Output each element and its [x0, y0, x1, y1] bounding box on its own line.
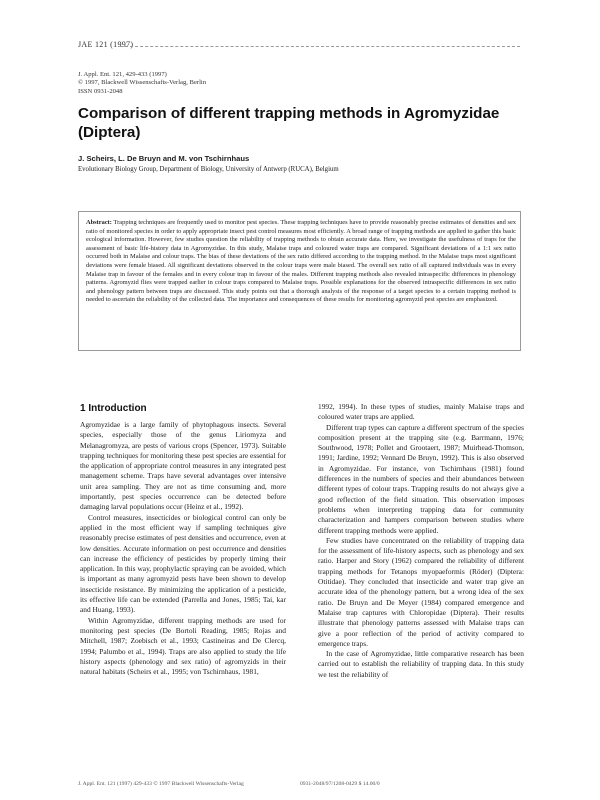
paragraph: Control measures, insecticides or biological control can only be applied in the most efficient way if sampling techniques give reasonably precise estimates of pest densities and occurrence, even at low densities. Accurate information on pest occurrence and densities can increase the efficiency of pesticides by properly timing their application. In this way, prophylactic spraying can be avoided, which is important as many agromyzid pests have been shown to develop insecticide resistance. By minimizing the application of a pesticide, its effective life can be extended (Parrella and Jones, 1985; Tai, kar and Huang, 1993).	[80, 512, 286, 615]
right-column	[318, 402, 524, 680]
paragraph: In the case of Agromyzidae, little comparative research has been carried out to establish the reliability of trapping data. In this study we test the reliability of	[318, 649, 524, 679]
paragraph: Agromyzidae is a large family of phytophagous insects. Several species, especially those of the genus Liriomyza and Melanagromyza, are pests of various crops (Spencer, 1973). Suitable trapping techniques for monitoring these pest species are essential for the application of appropriate control measures in any integrated pest management scheme. Traps have several advantages over intensive unit area sampling. They are not as time consuming and, more importantly, pest species occurrence can be detected before damaging larval populations occur (Heinz et al., 1992).	[80, 420, 286, 512]
affiliation: Evolutionary Biology Group, Department of Biology, University of Antwerp (RUCA), Belgium	[78, 166, 339, 173]
abstract-label: Abstract:	[86, 219, 112, 226]
abstract	[86, 219, 516, 305]
paragraph: Few studies have concentrated on the reliability of trapping data for the assessment of life-history aspects, such as phenology and sex ratio. Harper and Story (1962) compared the reliability of different trapping methods for Tetanops myopaeformis (Röder) (Diptera: Otitidae). They concluded that insecticide and water trap give an accurate idea of the phenology pattern, but a wrong idea of the sex ratio. De Bruyn and De Meyer (1984) compared emergence and Malaise trap captures with Chloropidae (Diptera). Their results illustrate that phenology patterns assessed with Malaise traps can give a poor reflection of the period of activity compared to emergence traps.	[318, 535, 524, 648]
paragraph: 1992, 1994). In these types of studies, mainly Malaise traps and coloured water traps are applied.	[318, 402, 524, 422]
section-heading: 1 Introduction	[80, 403, 147, 414]
meta-copyright: © 1997, Blackwell Wissenschafts-Verlag, Berlin	[78, 79, 207, 87]
meta-issn: ISSN 0931-2048	[78, 87, 123, 95]
abstract-text: Trapping techniques are frequently used to monitor pest species. These trapping techniques have to provide reasonably precise estimates of densities and sex ratio of monitored species in order to apply appropriate insect pest control measures most efficiently. A broad range of trapping methods are applied to gather this basic ecological information. However, few studies question the reliability of trapping methods to obtain accurate data. Here, we investigate the usefulness of traps for the assessment of basic life-history data in Agromyzidae. In this study, Malaise traps and coloured water traps are compared. Significant deviations of a 1:1 sex ratio occurred both in Malaise and colour traps. The bias of these deviations of the sex ratio differed according to the trapping method. In the Malaise traps most significant deviations were female biased. All significant deviations observed in the colour traps were male biased. The overall sex ratio of all captured individuals was in every Malaise trap in favour of the females and in every colour trap in favour of the males. Different trapping methods also revealed intraspecific differences in phenology patterns. Agromyzid flies were trapped earlier in colour traps compared to Malaise traps. Possible explanations for the observed intraspecific differences in sex ratio and phenology pattern between traps are discussed. This study points out that a thorough analysis of the response of a target species to a certain trapping method is needed to ascertain the reliability of the collected data. The importance and consequences of these results for monitoring agromyzid pest species are emphasized.	[86, 219, 516, 304]
footer-code: 0931-2048/97/1208-0429 $ 14.00/0	[300, 781, 380, 787]
publication-meta	[78, 71, 206, 96]
paper-title: Comparison of different trapping methods in Agromyzidae (Diptera)	[78, 105, 500, 141]
meta-citation: J. Appl. Ent. 121, 429-433 (1997)	[78, 71, 167, 78]
header-rule	[120, 46, 520, 47]
left-column	[80, 402, 286, 677]
paragraph: Within Agromyzidae, different trapping methods are used for monitoring pest species (De Bortoli Reading, 1985; Rojas and Mitchell, 1987; Zoebisch et al., 1993; Castineiras and De Clercq, 1994; Palumbo et al., 1994). Traps are also applied to study the life history aspects (phenology and sex ratio) of agromyzids in their natural habitats (Scheirs et al., 1995; von Tschirnhaus, 1981,	[80, 615, 286, 677]
paragraph: Different trap types can capture a different spectrum of the species composition present at the trapping site (e.g. Barrmann, 1976; Southwood, 1978; Pollet and Grootaert, 1987; Muirhead-Thomson, 1991; Jardine, 1992; Vennard De Bruyn, 1992). This is also observed in Agromyzidae. For instance, von Tschirnhaus (1981) found differences in the numbers of species and their abundances between different types of colour traps. Trapping results do not always give a good reflection of the field situation. This observation imposes problems when interpreting trapping data for community characterization and hampers comparison between studies where different trapping methods were applied.	[318, 422, 524, 535]
running-header: JAE 121 (1997)	[78, 40, 134, 49]
footer-citation: J. Appl. Ent. 121 (1997) 429-433 © 1997 Blackwell Wissenschafts-Verlag	[78, 781, 244, 787]
authors: J. Scheirs, L. De Bruyn and M. von Tschirnhaus	[78, 154, 250, 163]
